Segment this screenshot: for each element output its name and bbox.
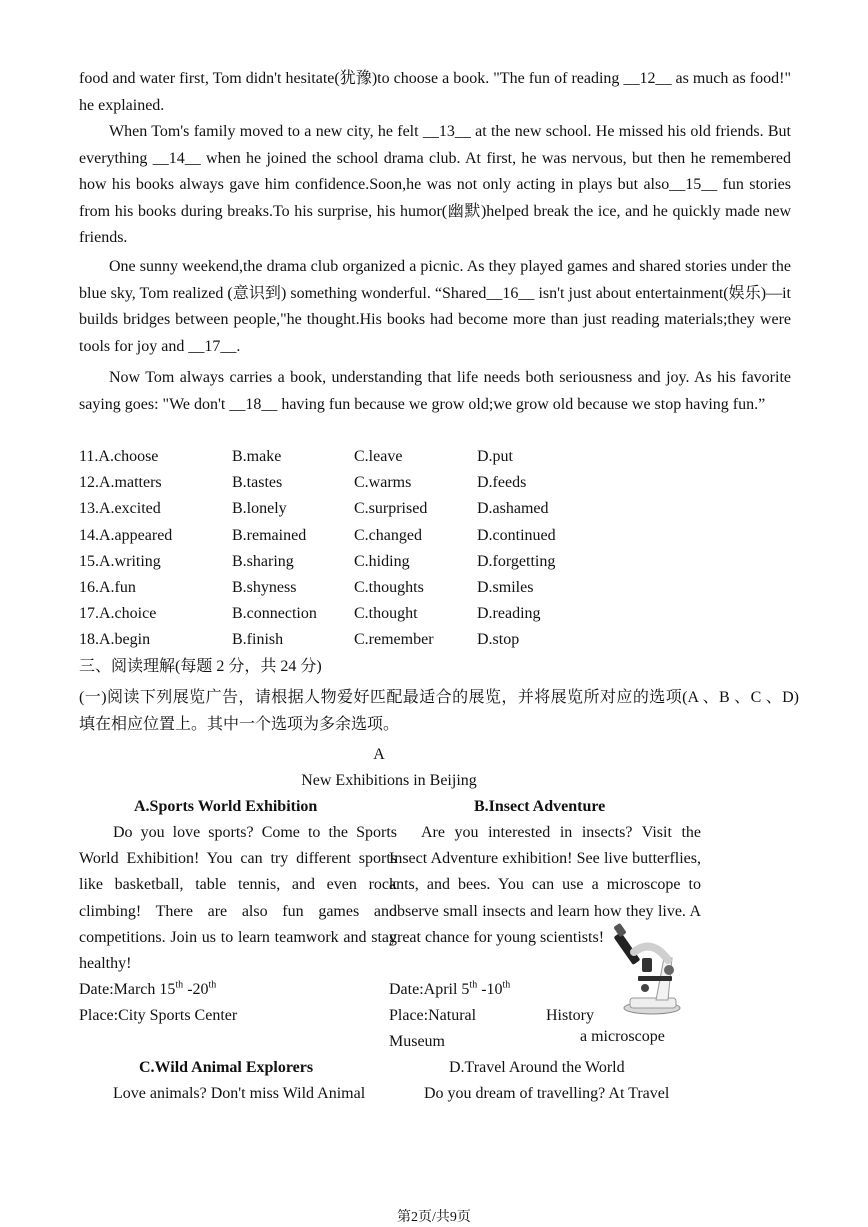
date-sup: th (502, 979, 511, 991)
section-instruction: (一)阅读下列展览广告，请根据人物爱好匹配最适合的展览，并将展览所对应的选项(A 、B 、C 、D) 填在相应位置上。其中一个选项为多余选项。 (79, 689, 799, 733)
passage-paragraph-0: food and water first, Tom didn't hesitate(犹豫)to choose a book. "The fun of reading __12__ as much as food!" he explained. (79, 70, 791, 114)
passage-letter: A (373, 746, 385, 763)
option-a: 11.A.choose (79, 448, 159, 465)
option-d: D.smiles (477, 578, 534, 596)
option-c: C.hiding (354, 552, 410, 570)
microscope-caption: a microscope (580, 1028, 665, 1045)
date-sup: th (208, 979, 217, 991)
passage-title: New Exhibitions in Beijing (301, 772, 477, 789)
option-a: 17.A.choice (79, 605, 157, 623)
option-c: C.changed (354, 526, 422, 544)
option-d: D.ashamed (477, 500, 549, 518)
exhibition-a-date (79, 977, 216, 1003)
option-b: B.finish (232, 631, 284, 649)
option-c: C.thought (354, 605, 418, 623)
exhibition-a-body: Do you love sports? Come to the Sports World Exhibition! You can try different sports like basketball, table tennis, and even rock climbing! There are also fun games and competitions. Join us to learn teamwork and stay healthy! (79, 824, 397, 973)
microscope-icon (612, 918, 686, 1018)
option-b: B.sharing (232, 552, 294, 570)
passage-paragraph-1: When Tom's family moved to a new city, he felt __13__ at the new school. He missed his old friends. But everything __14__ when he joined the school drama club. At first, he was nervous, but then he remembered how his books always gave him confidence.Soon,he was not only acting in plays but also__15__ fun stories from his books during breaks.To his surprise, his humor(幽默)helped break the ice, and he quickly made new friends. (79, 123, 791, 246)
exhibition-b-place-1: Place:Natural (389, 1007, 477, 1024)
exhibition-b-place-2: History (546, 1007, 594, 1024)
exhibition-d-body: Do you dream of travelling? At Travel (424, 1085, 670, 1102)
exhibition-b-date (389, 977, 510, 1003)
exhibition-d-title: D.Travel Around the World (449, 1059, 625, 1076)
option-a: 13.A.excited (79, 500, 161, 518)
date-sup: th (175, 979, 184, 991)
date-text: Date:April 5 (389, 981, 470, 998)
option-b: B.make (232, 448, 282, 465)
exhibition-c-body: Love animals? Don't miss Wild Animal (113, 1085, 366, 1102)
option-b: B.connection (232, 605, 317, 623)
exhibition-b-body: Are you interested in insects? Visit the Insect Adventure exhibition! See live butterflies, ants, and bees. You can use a microscope to observe small insects and learn how they live. A great chance for young scientists! (389, 824, 701, 946)
date-text: Date:March 15 (79, 981, 176, 998)
option-d: D.feeds (477, 474, 527, 492)
option-d: D.forgetting (477, 552, 556, 570)
option-b: B.remained (232, 526, 307, 544)
option-a: 16.A.fun (79, 578, 136, 596)
option-b: B.shyness (232, 578, 297, 596)
section-heading: 三、阅读理解(每题 2 分，共 24 分) (79, 658, 322, 675)
option-c: C.remember (354, 631, 434, 649)
option-a: 14.A.appeared (79, 526, 173, 544)
option-d: D.continued (477, 526, 556, 544)
passage-paragraph-3: Now Tom always carries a book, understanding that life needs both seriousness and joy. As his favorite saying goes: "We don't __18__ having fun because we grow old;we grow old because we stop having fun.” (79, 369, 791, 413)
option-a: 18.A.begin (79, 631, 151, 649)
exhibition-a-place: Place:City Sports Center (79, 1007, 238, 1024)
option-b: B.lonely (232, 500, 287, 518)
exhibition-c-title: C.Wild Animal Explorers (139, 1059, 314, 1076)
option-c: C.surprised (354, 500, 428, 518)
option-a: 12.A.matters (79, 474, 162, 492)
option-a: 15.A.writing (79, 552, 161, 570)
option-b: B.tastes (232, 474, 283, 492)
exhibition-a-title: A.Sports World Exhibition (134, 798, 318, 815)
option-d: D.put (477, 448, 513, 465)
option-d: D.reading (477, 605, 541, 623)
page-number: 第2页/共9页 (397, 1210, 471, 1225)
date-text: -10 (477, 981, 503, 998)
option-c: C.leave (354, 448, 403, 465)
exhibition-b-place-3: Museum (389, 1033, 445, 1050)
option-c: C.warms (354, 474, 412, 492)
passage-paragraph-2: One sunny weekend,the drama club organized a picnic. As they played games and shared stories under the blue sky, Tom realized (意识到) something wonderful. “Shared__16__ isn't just about entertainment(娱乐)—it builds bridges between people,"he thought.His books had become more than just reading materials;they were tools for joy and __17__. (79, 258, 791, 355)
date-sup: th (469, 979, 478, 991)
option-c: C.thoughts (354, 578, 424, 596)
option-d: D.stop (477, 631, 520, 649)
date-text: -20 (183, 981, 209, 998)
exhibition-b-title: B.Insect Adventure (474, 798, 606, 815)
